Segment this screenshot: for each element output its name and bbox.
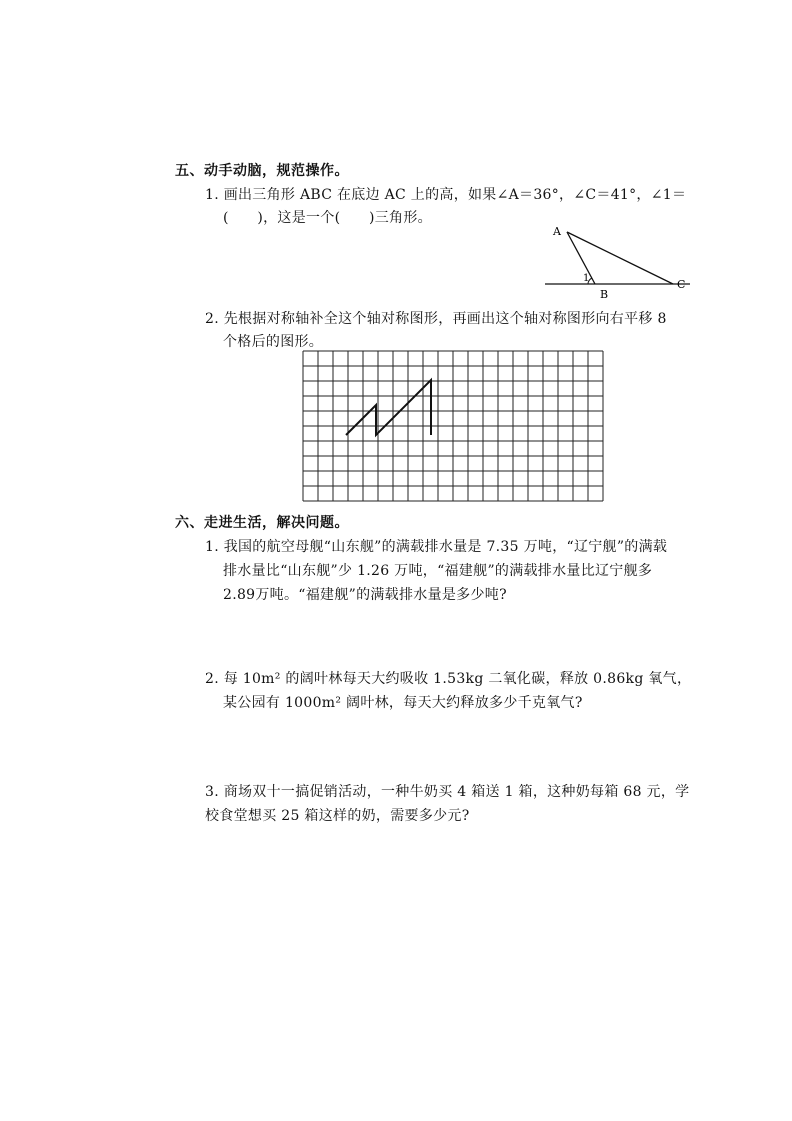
- label-a: A: [553, 225, 561, 238]
- half-symmetric-figure: [346, 380, 431, 435]
- grid-lines: [303, 351, 603, 501]
- section-6-title: 六、走进生活，解决问题。: [175, 515, 349, 531]
- s6-q3-line1: 3. 商场双十一搞促销活动，一种牛奶买 4 箱送 1 箱，这种奶每箱 68 元，学: [205, 784, 690, 800]
- s6-q1-line2: 排水量比“山东舰”少 1.26 万吨，“福建舰”的满载排水量比辽宁舰多: [223, 563, 653, 579]
- s6-q1-line3: 2.89万吨。“福建舰”的满载排水量是多少吨?: [223, 587, 507, 603]
- s5-q2-line2: 个格后的图形。: [223, 334, 324, 350]
- s6-q1-answer-area[interactable]: [190, 610, 710, 660]
- s6-q2-line1: 2. 每 10m² 的阔叶林每天大约吸收 1.53kg 二氧化碳，释放 0.86kg 氧气，: [205, 671, 692, 687]
- s6-q3-line2: 校食堂想买 25 箱这样的奶，需要多少元?: [205, 808, 470, 824]
- s6-q1-line1: 1. 我国的航空母舰“山东舰”的满载排水量是 7.35 万吨，“辽宁舰”的满载: [205, 539, 668, 555]
- s5-q2-line1: 2. 先根据对称轴补全这个轴对称图形，再画出这个轴对称图形向右平移 8: [205, 311, 667, 327]
- label-angle-1: 1: [583, 273, 590, 284]
- s5-q1-line2: ( )，这是一个( )三角形。: [223, 210, 432, 226]
- triangle-abc-figure: [545, 222, 695, 306]
- s6-q2-line2: 某公园有 1000m² 阔叶林，每天大约释放多少千克氧气?: [223, 695, 583, 711]
- label-c: C: [677, 278, 686, 291]
- label-b: B: [600, 288, 609, 301]
- section-5-title: 五、动手动脑，规范操作。: [175, 163, 349, 179]
- s5-q1-line1: 1. 画出三角形 ABC 在底边 AC 上的高，如果∠A＝36°，∠C＝41°，∠1＝: [205, 187, 687, 203]
- square-grid[interactable]: [302, 350, 604, 502]
- side-ab: [567, 232, 595, 284]
- s6-q3-answer-area[interactable]: [190, 832, 710, 982]
- s6-q2-answer-area[interactable]: [190, 718, 710, 778]
